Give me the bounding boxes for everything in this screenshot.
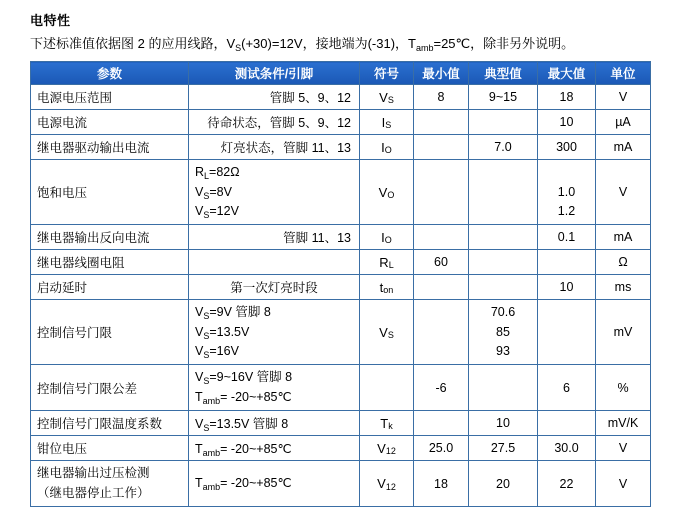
cell-typ: 27.5 xyxy=(469,436,538,461)
cell-condition: 待命状态，管脚 5、9、12 xyxy=(189,110,360,135)
cell-typ xyxy=(469,160,538,225)
cell-symbol: T $_k$ xyxy=(360,411,414,436)
cell-condition: $R_L=82\Omega$ $V_S=8V$ $V_S=12V$ xyxy=(189,160,360,225)
cell-max: 30.0 xyxy=(538,436,596,461)
cell-unit: V xyxy=(596,461,651,507)
electrical-characteristics-table xyxy=(30,61,651,507)
cell-unit: mA xyxy=(596,135,651,160)
cell-typ: 9~15 xyxy=(469,85,538,110)
cell-parameter: 继电器输出反向电流 xyxy=(31,225,189,250)
cell-min: 18 xyxy=(414,461,469,507)
cell-max: 0.1 xyxy=(538,225,596,250)
cell-condition: $T_{amb}=$ -20~+85℃ xyxy=(189,461,360,507)
cell-condition: 灯亮状态，管脚 11、13 xyxy=(189,135,360,160)
cell-min: 8 xyxy=(414,85,469,110)
note-sub-amb: amb xyxy=(415,43,434,53)
table-row xyxy=(31,411,651,436)
cell-min: 25.0 xyxy=(414,436,469,461)
cell-parameter: 控制信号门限公差 xyxy=(31,365,189,411)
cell-unit: V xyxy=(596,85,651,110)
cell-typ xyxy=(469,110,538,135)
cell-max xyxy=(538,250,596,275)
table-row xyxy=(31,250,651,275)
cell-min xyxy=(414,275,469,300)
cell-condition: 管脚 11、13 xyxy=(189,225,360,250)
cell-unit: mV/K xyxy=(596,411,651,436)
cell-max: 10 xyxy=(538,275,596,300)
table-header-row xyxy=(31,62,651,85)
table-row xyxy=(31,461,651,507)
cell-parameter: 电源电流 xyxy=(31,110,189,135)
cell-parameter: 控制信号门限温度系数 xyxy=(31,411,189,436)
cell-symbol: V $_S$ xyxy=(360,300,414,365)
column-header-typ: 典型值 xyxy=(469,62,538,85)
cell-max: 18 xyxy=(538,85,596,110)
cell-condition: $V_S=13.5V$ 管脚 8 xyxy=(189,411,360,436)
column-header-min: 最小值 xyxy=(414,62,469,85)
cell-typ: 7.0 xyxy=(469,135,538,160)
cell-typ xyxy=(469,250,538,275)
cell-condition xyxy=(189,250,360,275)
cell-min: -6 xyxy=(414,365,469,411)
table-row xyxy=(31,225,651,250)
cell-max xyxy=(538,411,596,436)
table-row xyxy=(31,275,651,300)
table-row xyxy=(31,300,651,365)
cell-unit: Ω xyxy=(596,250,651,275)
cell-condition: 第一次灯亮时段 xyxy=(189,275,360,300)
cell-condition: $V_S=9V$ 管脚 8 $V_S=13.5V$ $V_S=16V$ xyxy=(189,300,360,365)
cell-min xyxy=(414,300,469,365)
cell-condition: $V_S=9\sim 16V$ 管脚 8 $T_{amb}=$ -20~+85℃ xyxy=(189,365,360,411)
cell-symbol: I $_S$ xyxy=(360,110,414,135)
cell-symbol: I $_O$ xyxy=(360,135,414,160)
table-body xyxy=(31,85,651,507)
cell-parameter: 继电器线圈电阻 xyxy=(31,250,189,275)
column-header-unit: 单位 xyxy=(596,62,651,85)
cell-typ: 70.6 85 93 xyxy=(469,300,538,365)
cell-min xyxy=(414,225,469,250)
cell-typ: 20 xyxy=(469,461,538,507)
cell-symbol: V $_O$ xyxy=(360,160,414,225)
cell-min xyxy=(414,411,469,436)
table-row xyxy=(31,135,651,160)
cell-parameter: 继电器驱动输出电流 xyxy=(31,135,189,160)
cell-min: 60 xyxy=(414,250,469,275)
cell-unit: ms xyxy=(596,275,651,300)
cell-max: 10 xyxy=(538,110,596,135)
cell-symbol: R $_L$ xyxy=(360,250,414,275)
cell-max xyxy=(538,300,596,365)
cell-unit: mA xyxy=(596,225,651,250)
column-header-max: 最大值 xyxy=(538,62,596,85)
table-row xyxy=(31,160,651,225)
cell-min xyxy=(414,110,469,135)
cell-unit: % xyxy=(596,365,651,411)
cell-symbol: V $_{12}$ xyxy=(360,436,414,461)
cell-unit: mV xyxy=(596,300,651,365)
table-row xyxy=(31,365,651,411)
cell-typ xyxy=(469,365,538,411)
cell-max: 22 xyxy=(538,461,596,507)
cell-typ xyxy=(469,275,538,300)
cell-parameter: 控制信号门限 xyxy=(31,300,189,365)
cell-max: 1.0 1.2 xyxy=(538,160,596,225)
table-row xyxy=(31,85,651,110)
cell-symbol: V $_{12}$ xyxy=(360,461,414,507)
cell-max: 300 xyxy=(538,135,596,160)
cell-symbol: V $_S$ xyxy=(360,85,414,110)
cell-parameter: 钳位电压 xyxy=(31,436,189,461)
table-row xyxy=(31,436,651,461)
cell-typ xyxy=(469,225,538,250)
column-header-symbol: 符号 xyxy=(360,62,414,85)
column-header-param: 参数 xyxy=(31,62,189,85)
cell-unit: V xyxy=(596,160,651,225)
cell-parameter: 继电器输出过压检测 （继电器停止工作） xyxy=(31,461,189,507)
note-part-a: 下述标准值依据图 2 的应用线路，V xyxy=(30,36,236,51)
table-row xyxy=(31,110,651,135)
cell-symbol xyxy=(360,365,414,411)
cell-parameter: 电源电压范围 xyxy=(31,85,189,110)
page-title: 电特性 xyxy=(30,13,71,28)
cell-condition: 管脚 5、9、12 xyxy=(189,85,360,110)
cell-typ: 10 xyxy=(469,411,538,436)
conditions-note xyxy=(30,35,663,53)
note-part-c: =25℃，除非另外说明。 xyxy=(433,36,575,51)
cell-symbol: I $_O$ xyxy=(360,225,414,250)
note-sub-s: S xyxy=(235,43,242,53)
cell-parameter: 启动延时 xyxy=(31,275,189,300)
cell-parameter: 饱和电压 xyxy=(31,160,189,225)
cell-unit: V xyxy=(596,436,651,461)
cell-max: 6 xyxy=(538,365,596,411)
column-header-condition: 测试条件/引脚 xyxy=(189,62,360,85)
cell-condition: $T_{amb}=$ -20~+85℃ xyxy=(189,436,360,461)
cell-unit: µA xyxy=(596,110,651,135)
cell-symbol: t $_{on}$ xyxy=(360,275,414,300)
cell-min xyxy=(414,160,469,225)
note-part-b: (+30)=12V，接地端为(-31)，T xyxy=(241,36,416,51)
cell-min xyxy=(414,135,469,160)
